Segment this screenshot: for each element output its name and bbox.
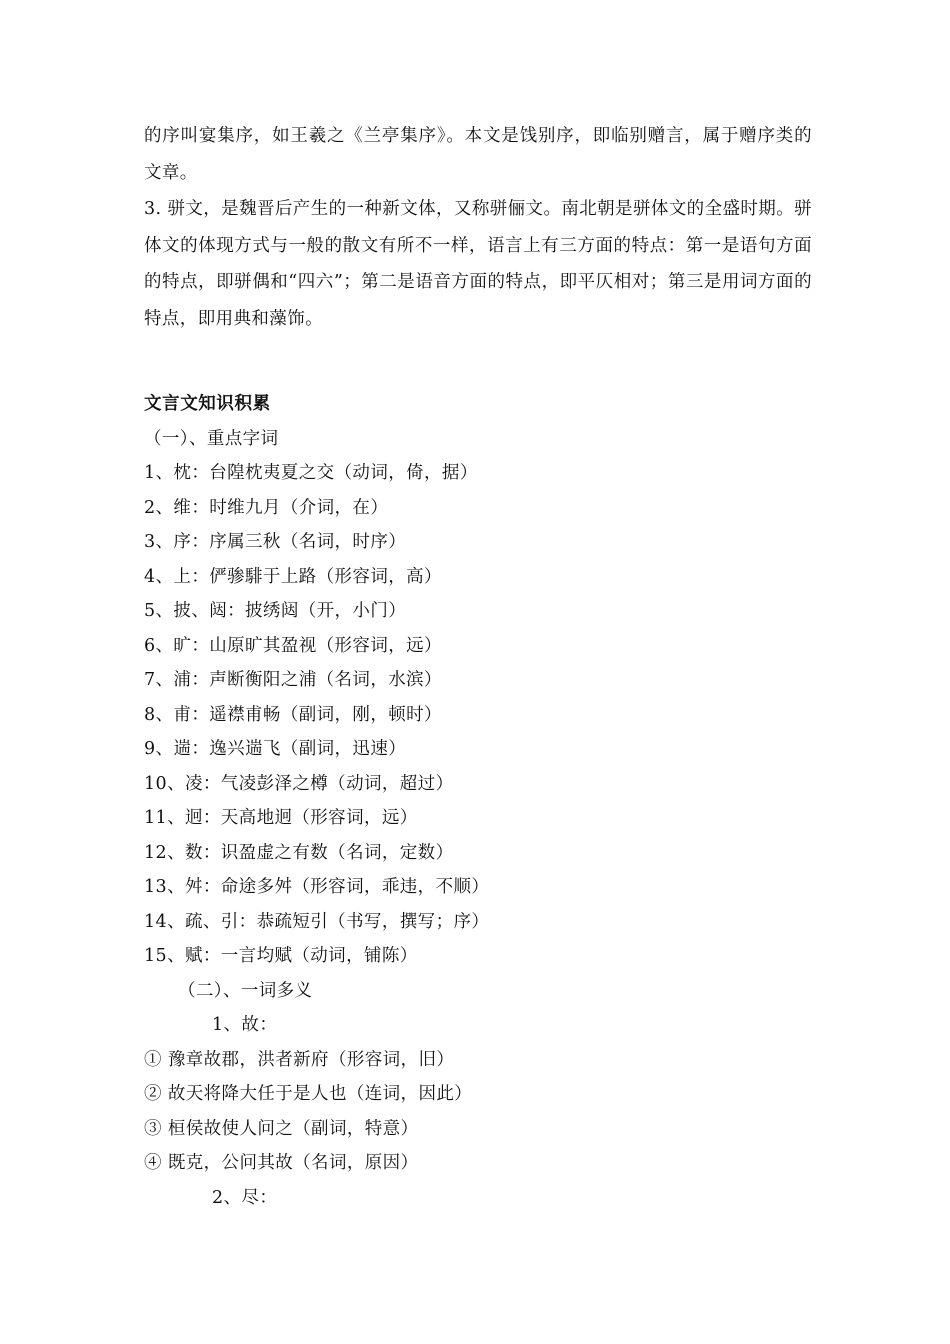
polysemy-title: （二）、一词多义 bbox=[178, 980, 313, 1001]
document-page bbox=[144, 118, 812, 1215]
intro-paragraph-2: 3. 骈文，是魏晋后产生的一种新文体，又称骈俪文。南北朝是骈体文的全盛时期。骈体文的体现方式与一般的散文有所不一样，语言上有三方面的特点：第一是语句方面的特点，即骈偶和“四六”；第二是语音方面的特点，即平仄相对；第三是用词方面的特点，即用典和藻饰。 bbox=[144, 199, 812, 329]
list-item: 1、枕：台隍枕夷夏之交（动词，倚，据） bbox=[144, 463, 478, 483]
polysemy-word: 2、尽： bbox=[212, 1187, 278, 1208]
list-item: 14、疏、引：恭疏短引（书写，撰写；序） bbox=[144, 911, 490, 932]
polysemy-word: 1、故： bbox=[212, 1015, 278, 1035]
list-item: 9、遄：逸兴遄飞（副词，迅速） bbox=[144, 739, 407, 759]
example-item: ③ 桓侯故使人问之（副词，特意） bbox=[144, 1118, 419, 1139]
list-item: 11、迥：天高地迥（形容词，远） bbox=[144, 808, 418, 828]
list-item: 12、数：识盈虚之有数（名词，定数） bbox=[144, 842, 454, 863]
example-item: ① 豫章故郡，洪者新府（形容词，旧） bbox=[144, 1049, 455, 1070]
list-item: 15、赋：一言均赋（动词，铺陈） bbox=[144, 946, 418, 966]
intro-paragraph-1: 的序叫宴集序，如王羲之《兰亭集序》。本文是饯别序，即临别赠言，属于赠序类的文章。 bbox=[144, 126, 812, 183]
section-title: 文言文知识积累 bbox=[144, 394, 271, 414]
example-item: ② 故天将降大任于是人也（连词，因此） bbox=[144, 1084, 473, 1104]
list-item: 7、浦：声断衡阳之浦（名词，水滨） bbox=[144, 670, 442, 690]
list-item: 2、维：时维九月（介词，在） bbox=[144, 497, 389, 518]
list-item: 8、甫：遥襟甫畅（副词，刚，顿时） bbox=[144, 704, 442, 725]
list-item: 13、舛：命途多舛（形容词，乖违，不顺） bbox=[144, 877, 490, 897]
example-item: ④ 既克，公问其故（名词，原因） bbox=[144, 1153, 419, 1173]
list-item: 4、上：俨骖騑于上路（形容词，高） bbox=[144, 566, 442, 587]
list-item: 3、序：序属三秋（名词，时序） bbox=[144, 532, 407, 552]
key-words-title: （一）、重点字词 bbox=[144, 428, 279, 449]
list-item: 5、披、闼：披绣闼（开，小门） bbox=[144, 601, 407, 621]
list-item: 6、旷：山原旷其盈视（形容词，远） bbox=[144, 635, 442, 656]
list-item: 10、凌：气凌彭泽之樽（动词，超过） bbox=[144, 773, 454, 794]
